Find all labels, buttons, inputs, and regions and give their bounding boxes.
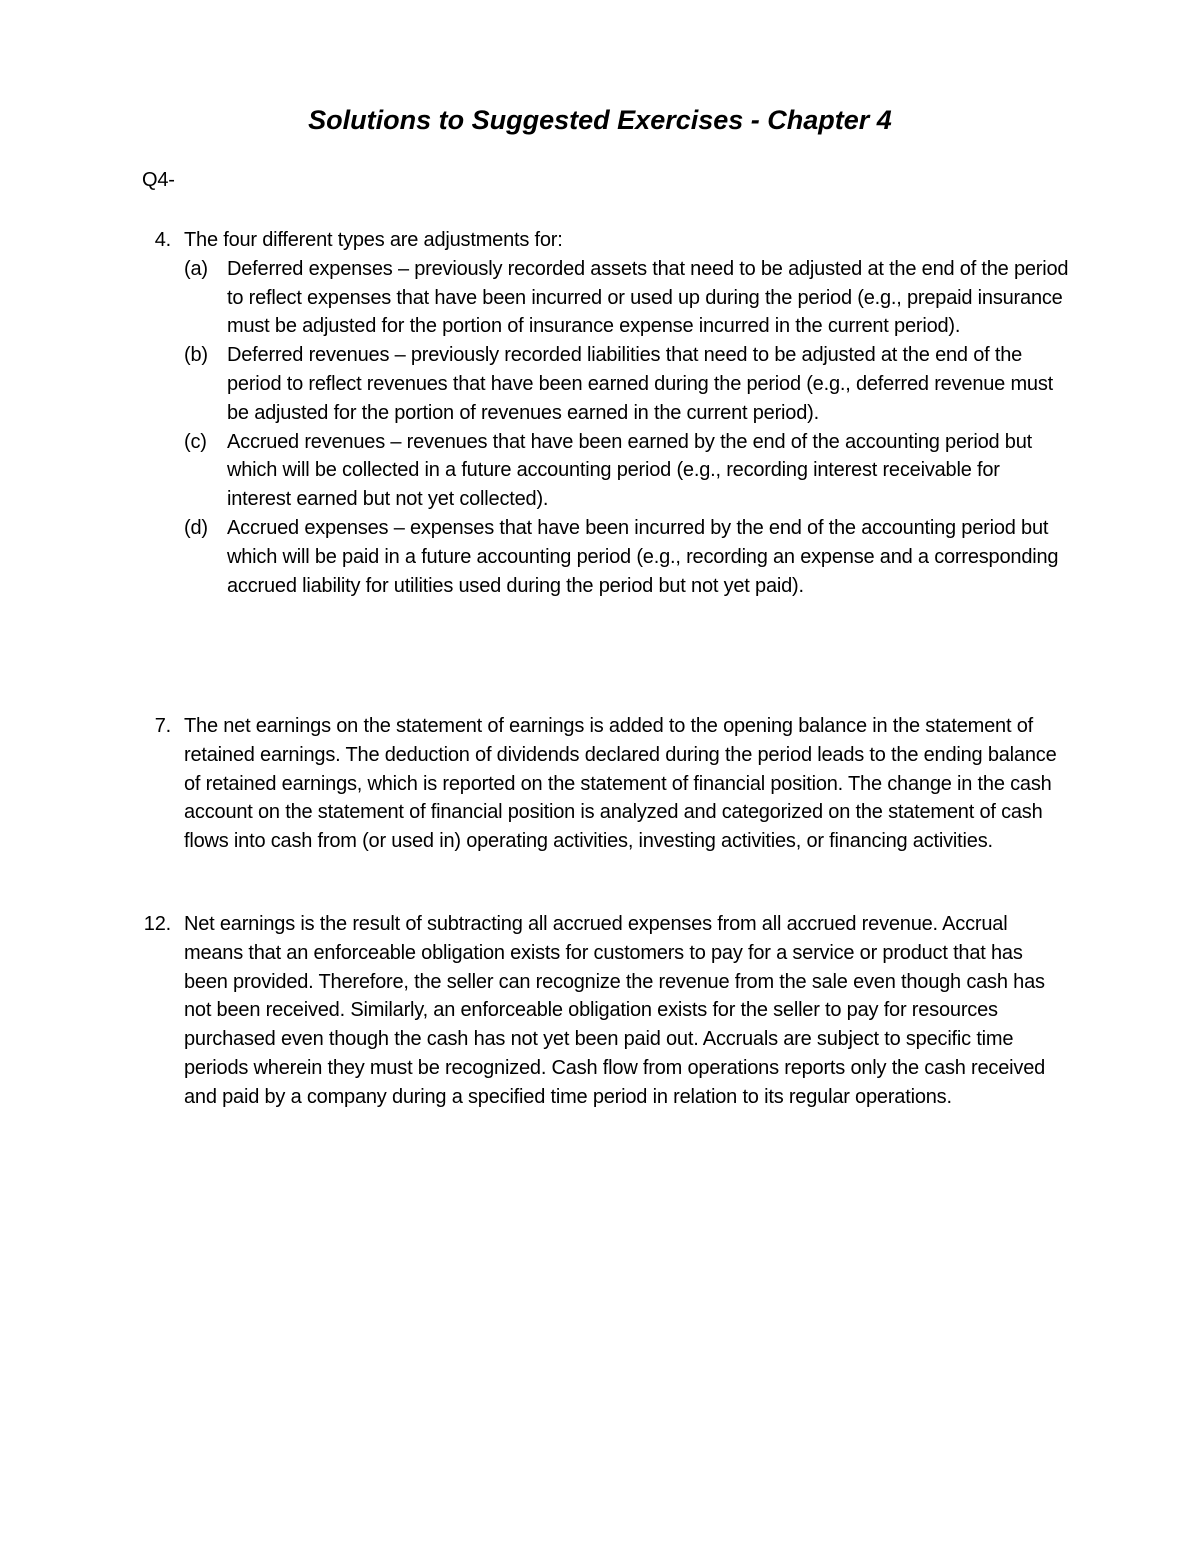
sub-item-letter: (a) [184,257,208,280]
sub-item [184,514,1069,600]
sub-item-letter: (c) [184,430,207,453]
sub-item-text: Deferred revenues – previously recorded liabilities that need to be adjusted at the end of the period to reflect revenues that have been earned during the period (e.g., deferred revenue must be adjusted for the portion of revenues earned in the current period). [227,344,1053,424]
item-text: The net earnings on the statement of earnings is added to the opening balance in the statement of retained earnings. The deduction of dividends declared during the period leads to the ending balance of retained earnings, which is reported on the statement of financial position. The change in the cash account on the statement of financial position is analyzed and categorized on the statement of cash flows into cash from (or used in) operating activities, investing activities, or financing activities. [184,715,1057,853]
sub-item-letter: (d) [184,516,208,539]
sub-item-letter: (b) [184,344,208,367]
sub-item [184,255,1069,341]
sub-item [184,341,1069,427]
list-item [143,910,1069,1112]
list-item [154,226,1069,600]
page-title: Solutions to Suggested Exercises - Chapter 4 [308,105,892,135]
sub-item [184,428,1069,514]
sub-item-text: Deferred expenses – previously recorded assets that need to be adjusted at the end of the period to reflect expenses that have been incurred or used up during the period (e.g., prepaid insurance must be adjusted for the portion of insurance expense incurred in the current period). [227,257,1069,338]
item-number: 4. [154,229,171,251]
item-text: Net earnings is the result of subtracting all accrued expenses from all accrued revenue. Accrual means that an enforceable obligation exists for customers to pay for a service or product that has been provided. Therefore, the seller can recognize the revenue from the sale even though cash has not been received. Similarly, an enforceable obligation exists for the seller to pay for resources purchased even though the cash has not yet been paid out. Accruals are subject to specific time periods wherein they must be recognized. Cash flow from operations reports only the cash received and paid by a company during a specified time period in relation to its regular operations. [184,913,1046,1108]
sub-item-text: Accrued revenues – revenues that have been earned by the end of the accounting period but which will be collected in a future accounting period (e.g., recording interest receivable for interest earned but not yet collected). [227,430,1033,511]
question-label: Q4- [142,169,175,191]
sub-item-text: Accrued expenses – expenses that have been incurred by the end of the accounting period but which will be paid in a future accounting period (e.g., recording an expense and a corresponding accrued liability for utilities used during the period but not yet paid). [227,516,1059,597]
item-number: 12. [143,913,171,935]
sub-list [184,255,1069,601]
item-intro: The four different types are adjustments for: [184,229,563,251]
item-number: 7. [154,715,171,737]
list-item [154,712,1069,856]
